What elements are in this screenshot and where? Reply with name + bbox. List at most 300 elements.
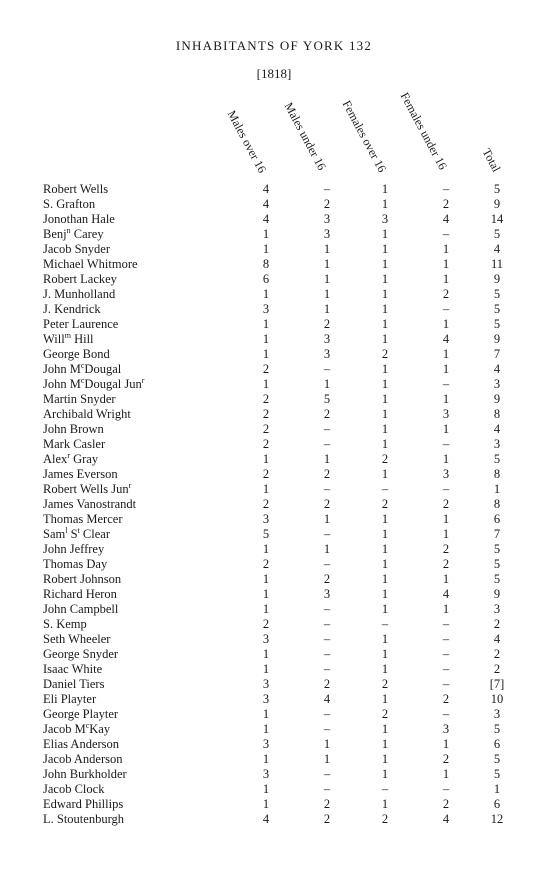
cell-males-over-16: 2 — [262, 422, 270, 436]
table-row — [0, 722, 548, 737]
cell-females-under-16: – — [442, 677, 450, 691]
cell-males-over-16: 2 — [262, 497, 270, 511]
cell-total: 8 — [493, 467, 501, 481]
cell-females-under-16: 4 — [442, 332, 450, 346]
cell-males-over-16: 4 — [262, 197, 270, 211]
cell-females-under-16: 2 — [442, 497, 450, 511]
page-header: INHABITANTS OF YORK 132 — [175, 38, 373, 53]
cell-females-under-16: 1 — [442, 392, 450, 406]
cell-males-over-16: 1 — [262, 662, 270, 676]
cell-males-under-16: 1 — [323, 452, 331, 466]
column-header-total: Total — [479, 146, 504, 175]
cell-females-over-16: 1 — [381, 332, 389, 346]
cell-females-under-16: 1 — [442, 737, 450, 751]
table-row — [0, 797, 548, 812]
inhabitant-name: Mark Casler — [43, 437, 106, 451]
table-row — [0, 632, 548, 647]
cell-males-under-16: 1 — [323, 257, 331, 271]
cell-males-over-16: 1 — [262, 587, 270, 601]
cell-total: 9 — [493, 197, 501, 211]
table-row — [0, 482, 548, 497]
inhabitant-name: John $M^cDougal$ Jun$^r$ — [43, 375, 145, 391]
inhabitant-name: Richard Heron — [43, 587, 117, 601]
cell-males-under-16: 2 — [323, 197, 331, 211]
table-row — [0, 227, 548, 242]
table-row — [0, 662, 548, 677]
cell-males-over-16: 2 — [262, 407, 270, 421]
cell-males-over-16: 1 — [262, 602, 270, 616]
inhabitant-name: Daniel Tiers — [43, 677, 105, 691]
cell-females-under-16: 1 — [442, 767, 450, 781]
inhabitant-name: Robert Wells Jun$^r$ — [43, 480, 132, 496]
cell-females-over-16: 1 — [381, 317, 389, 331]
cell-females-under-16: 2 — [442, 542, 450, 556]
table-row — [0, 707, 548, 722]
table-row — [0, 602, 548, 617]
cell-males-over-16: 1 — [262, 227, 270, 241]
cell-total: 10 — [490, 692, 504, 706]
cell-females-over-16: 2 — [381, 707, 389, 721]
table-row — [0, 572, 548, 587]
cell-females-under-16: 2 — [442, 287, 450, 301]
cell-total: 5 — [493, 557, 501, 571]
cell-males-under-16: – — [323, 767, 331, 781]
inhabitant-name: John Campbell — [43, 602, 119, 616]
inhabitant-name: Thomas Mercer — [43, 512, 123, 526]
cell-males-over-16: 2 — [262, 392, 270, 406]
table-row — [0, 347, 548, 362]
cell-females-under-16: – — [442, 647, 450, 661]
inhabitant-name: Alex$^r$ Gray — [43, 450, 99, 466]
cell-males-over-16: 1 — [262, 722, 270, 736]
cell-total: 5 — [493, 317, 501, 331]
cell-females-under-16: – — [442, 782, 450, 796]
cell-total: 5 — [493, 542, 501, 556]
cell-males-over-16: 1 — [262, 242, 270, 256]
cell-females-over-16: 1 — [381, 542, 389, 556]
cell-total: 3 — [493, 377, 501, 391]
cell-females-under-16: 1 — [442, 527, 450, 541]
cell-males-over-16: 1 — [262, 752, 270, 766]
column-header-females-over-16: Females over 16 — [339, 98, 390, 175]
cell-males-under-16: – — [323, 422, 331, 436]
cell-females-over-16: 1 — [381, 662, 389, 676]
cell-total: [7] — [489, 677, 505, 691]
cell-males-over-16: 3 — [262, 692, 270, 706]
cell-males-under-16: 1 — [323, 512, 331, 526]
cell-males-over-16: 2 — [262, 557, 270, 571]
table-row — [0, 332, 548, 347]
cell-males-over-16: 2 — [262, 467, 270, 481]
cell-females-under-16: 2 — [442, 692, 450, 706]
cell-females-over-16: 1 — [381, 752, 389, 766]
cell-males-under-16: 1 — [323, 272, 331, 286]
cell-males-over-16: 1 — [262, 347, 270, 361]
cell-total: 1 — [493, 782, 501, 796]
cell-females-over-16: 1 — [381, 722, 389, 736]
column-header-males-under-16: Males under 16 — [281, 100, 330, 173]
cell-males-over-16: 3 — [262, 767, 270, 781]
table-row — [0, 782, 548, 797]
inhabitant-name: Jonothan Hale — [43, 212, 115, 226]
year-label: [1818] — [256, 66, 292, 81]
inhabitant-name: Jacob Anderson — [43, 752, 123, 766]
table-row — [0, 737, 548, 752]
cell-females-under-16: 3 — [442, 467, 450, 481]
cell-males-under-16: – — [323, 782, 331, 796]
cell-females-under-16: 1 — [442, 317, 450, 331]
cell-total: 5 — [493, 452, 501, 466]
inhabitant-name: S. Kemp — [43, 617, 87, 631]
inhabitant-name: James Everson — [43, 467, 118, 481]
inhabitant-name: Robert Wells — [43, 182, 109, 196]
cell-males-under-16: 4 — [323, 692, 331, 706]
cell-total: 3 — [493, 602, 501, 616]
cell-females-over-16: 2 — [381, 677, 389, 691]
cell-males-over-16: 1 — [262, 377, 270, 391]
cell-total: 5 — [493, 287, 501, 301]
table-row — [0, 617, 548, 632]
cell-males-over-16: 1 — [262, 707, 270, 721]
cell-total: 8 — [493, 497, 501, 511]
cell-females-under-16: 4 — [442, 587, 450, 601]
inhabitant-name: George Snyder — [43, 647, 119, 661]
cell-males-under-16: – — [323, 527, 331, 541]
inhabitant-name: Elias Anderson — [43, 737, 120, 751]
cell-males-over-16: 1 — [262, 287, 270, 301]
table-row — [0, 182, 548, 197]
cell-females-under-16: 3 — [442, 407, 450, 421]
cell-females-under-16: – — [442, 632, 450, 646]
inhabitant-name: George Playter — [43, 707, 119, 721]
inhabitant-name: Jacob Snyder — [43, 242, 110, 256]
cell-males-under-16: – — [323, 437, 331, 451]
inhabitant-name: John Burkholder — [43, 767, 127, 781]
cell-females-over-16: 1 — [381, 572, 389, 586]
cell-total: 5 — [493, 767, 501, 781]
cell-total: 9 — [493, 332, 501, 346]
cell-females-over-16: 1 — [381, 392, 389, 406]
cell-females-under-16: 3 — [442, 722, 450, 736]
cell-males-under-16: 2 — [323, 407, 331, 421]
inhabitant-name: Archibald Wright — [43, 407, 131, 421]
cell-females-over-16: 3 — [381, 212, 389, 226]
cell-females-under-16: 2 — [442, 797, 450, 811]
cell-males-over-16: 1 — [262, 782, 270, 796]
cell-males-over-16: 4 — [262, 812, 270, 826]
cell-females-over-16: – — [381, 617, 389, 631]
cell-females-over-16: 1 — [381, 587, 389, 601]
cell-total: 2 — [493, 662, 501, 676]
cell-males-under-16: – — [323, 557, 331, 571]
cell-males-over-16: 3 — [262, 737, 270, 751]
cell-females-under-16: 2 — [442, 197, 450, 211]
cell-females-over-16: 1 — [381, 242, 389, 256]
cell-total: 9 — [493, 392, 501, 406]
cell-females-under-16: 1 — [442, 602, 450, 616]
inhabitant-name: John $M^cDougal$ — [43, 360, 122, 376]
cell-males-under-16: – — [323, 647, 331, 661]
column-header-females-under-16: Females under 16 — [397, 90, 451, 172]
table-row — [0, 242, 548, 257]
cell-females-over-16: 1 — [381, 272, 389, 286]
table-row — [0, 392, 548, 407]
inhabitant-name: J. Kendrick — [43, 302, 101, 316]
table-row — [0, 362, 548, 377]
cell-females-over-16: 1 — [381, 287, 389, 301]
inhabitant-name: Peter Laurence — [43, 317, 119, 331]
inhabitant-name: Jacob $M^cKay$ — [43, 720, 111, 736]
cell-females-over-16: – — [381, 782, 389, 796]
table-row — [0, 437, 548, 452]
inhabitant-name: Thomas Day — [43, 557, 108, 571]
cell-males-under-16: – — [323, 617, 331, 631]
cell-females-under-16: 1 — [442, 572, 450, 586]
cell-females-over-16: 1 — [381, 407, 389, 421]
cell-males-under-16: 2 — [323, 317, 331, 331]
cell-males-under-16: – — [323, 182, 331, 196]
cell-total: 11 — [490, 257, 504, 271]
inhabitant-name: Isaac White — [43, 662, 103, 676]
cell-females-under-16: 4 — [442, 812, 450, 826]
cell-females-under-16: 1 — [442, 242, 450, 256]
inhabitant-name: John Brown — [43, 422, 104, 436]
cell-males-over-16: 1 — [262, 482, 270, 496]
table-row — [0, 422, 548, 437]
inhabitant-name: L. Stoutenburgh — [43, 812, 125, 826]
cell-total: 5 — [493, 182, 501, 196]
inhabitant-name: S. Grafton — [43, 197, 96, 211]
cell-females-under-16: 1 — [442, 347, 450, 361]
column-header-males-over-16: Males over 16 — [224, 108, 270, 176]
cell-males-under-16: – — [323, 602, 331, 616]
inhabitant-name: Robert Johnson — [43, 572, 122, 586]
table-row — [0, 302, 548, 317]
cell-males-under-16: – — [323, 722, 331, 736]
inhabitant-name: Will$^m$ Hill — [43, 330, 94, 346]
cell-total: 2 — [493, 617, 501, 631]
inhabitant-name: Jacob Clock — [43, 782, 105, 796]
cell-females-under-16: 2 — [442, 752, 450, 766]
inhabitant-name: J. Munholland — [43, 287, 116, 301]
table-row — [0, 452, 548, 467]
cell-females-over-16: 1 — [381, 377, 389, 391]
cell-total: 5 — [493, 227, 501, 241]
inhabitant-name: Seth Wheeler — [43, 632, 111, 646]
inhabitant-name: Edward Phillips — [43, 797, 124, 811]
cell-females-over-16: 1 — [381, 182, 389, 196]
cell-females-under-16: 2 — [442, 557, 450, 571]
cell-total: 7 — [493, 347, 501, 361]
inhabitant-name: Eli Playter — [43, 692, 97, 706]
cell-females-over-16: 1 — [381, 632, 389, 646]
cell-males-over-16: 1 — [262, 452, 270, 466]
cell-males-over-16: 1 — [262, 332, 270, 346]
cell-total: 3 — [493, 707, 501, 721]
table-row — [0, 272, 548, 287]
cell-total: 8 — [493, 407, 501, 421]
cell-total: 12 — [490, 812, 504, 826]
table-row — [0, 512, 548, 527]
inhabitant-name: Benj$^n$ Carey — [43, 225, 104, 241]
cell-males-under-16: 1 — [323, 752, 331, 766]
cell-males-under-16: 2 — [323, 572, 331, 586]
cell-females-under-16: 1 — [442, 272, 450, 286]
cell-total: 5 — [493, 572, 501, 586]
cell-females-under-16: – — [442, 707, 450, 721]
cell-females-under-16: 1 — [442, 362, 450, 376]
cell-females-over-16: 1 — [381, 767, 389, 781]
table-row — [0, 587, 548, 602]
inhabitant-name: Michael Whitmore — [43, 257, 138, 271]
cell-males-under-16: 1 — [323, 302, 331, 316]
cell-males-over-16: 1 — [262, 647, 270, 661]
cell-males-over-16: 2 — [262, 437, 270, 451]
cell-total: 4 — [493, 422, 501, 436]
cell-males-under-16: – — [323, 632, 331, 646]
cell-total: 9 — [493, 587, 501, 601]
cell-females-under-16: – — [442, 182, 450, 196]
table-row — [0, 497, 548, 512]
inhabitant-name: James Vanostrandt — [43, 497, 137, 511]
table-row — [0, 257, 548, 272]
table-row — [0, 197, 548, 212]
cell-females-over-16: 1 — [381, 227, 389, 241]
inhabitant-name: George Bond — [43, 347, 110, 361]
cell-males-under-16: 3 — [323, 587, 331, 601]
cell-females-over-16: 1 — [381, 527, 389, 541]
table-row — [0, 752, 548, 767]
cell-males-under-16: 1 — [323, 542, 331, 556]
cell-females-over-16: 1 — [381, 602, 389, 616]
cell-males-under-16: 2 — [323, 797, 331, 811]
cell-females-over-16: 2 — [381, 497, 389, 511]
table-row — [0, 677, 548, 692]
cell-females-under-16: – — [442, 377, 450, 391]
cell-females-under-16: 1 — [442, 452, 450, 466]
cell-males-over-16: 3 — [262, 302, 270, 316]
table-row — [0, 767, 548, 782]
cell-males-over-16: 3 — [262, 677, 270, 691]
cell-females-over-16: 1 — [381, 557, 389, 571]
cell-males-over-16: 6 — [262, 272, 270, 286]
cell-females-under-16: – — [442, 617, 450, 631]
cell-total: 7 — [493, 527, 501, 541]
cell-females-over-16: 1 — [381, 512, 389, 526]
cell-males-under-16: 2 — [323, 677, 331, 691]
cell-males-under-16: 1 — [323, 242, 331, 256]
inhabitant-name: Robert Lackey — [43, 272, 117, 286]
cell-females-over-16: 1 — [381, 437, 389, 451]
inhabitant-name: Martin Snyder — [43, 392, 116, 406]
cell-females-under-16: 1 — [442, 422, 450, 436]
cell-females-under-16: 4 — [442, 212, 450, 226]
cell-total: 1 — [493, 482, 501, 496]
table-row — [0, 527, 548, 542]
census-table — [0, 182, 548, 827]
cell-males-over-16: 2 — [262, 362, 270, 376]
cell-males-over-16: 3 — [262, 512, 270, 526]
cell-males-over-16: 5 — [262, 527, 270, 541]
cell-total: 2 — [493, 647, 501, 661]
cell-males-under-16: 2 — [323, 497, 331, 511]
cell-total: 5 — [493, 302, 501, 316]
cell-males-under-16: 2 — [323, 467, 331, 481]
cell-females-over-16: 1 — [381, 692, 389, 706]
cell-males-under-16: – — [323, 662, 331, 676]
table-row — [0, 317, 548, 332]
cell-females-under-16: – — [442, 482, 450, 496]
cell-total: 5 — [493, 722, 501, 736]
cell-total: 5 — [493, 752, 501, 766]
table-row — [0, 467, 548, 482]
cell-males-over-16: 2 — [262, 617, 270, 631]
cell-females-over-16: 1 — [381, 647, 389, 661]
cell-males-over-16: 1 — [262, 797, 270, 811]
table-row — [0, 647, 548, 662]
cell-females-under-16: 1 — [442, 512, 450, 526]
cell-males-over-16: 1 — [262, 542, 270, 556]
cell-total: 4 — [493, 632, 501, 646]
cell-males-over-16: 8 — [262, 257, 270, 271]
cell-males-under-16: 1 — [323, 737, 331, 751]
cell-males-over-16: 4 — [262, 182, 270, 196]
cell-total: 4 — [493, 242, 501, 256]
table-row — [0, 377, 548, 392]
cell-females-over-16: 1 — [381, 197, 389, 211]
cell-males-under-16: 3 — [323, 212, 331, 226]
table-row — [0, 287, 548, 302]
cell-females-under-16: – — [442, 302, 450, 316]
cell-males-over-16: 1 — [262, 572, 270, 586]
cell-females-under-16: – — [442, 437, 450, 451]
cell-females-over-16: 1 — [381, 422, 389, 436]
cell-males-over-16: 1 — [262, 317, 270, 331]
cell-males-under-16: 3 — [323, 332, 331, 346]
table-row — [0, 542, 548, 557]
inhabitant-name: Sam$^l$ $S^t$ Clear — [43, 525, 110, 541]
cell-total: 6 — [493, 737, 501, 751]
cell-females-over-16: 2 — [381, 347, 389, 361]
cell-total: 6 — [493, 797, 501, 811]
cell-females-over-16: 1 — [381, 257, 389, 271]
cell-males-under-16: – — [323, 707, 331, 721]
cell-total: 3 — [493, 437, 501, 451]
cell-males-under-16: 1 — [323, 287, 331, 301]
cell-females-under-16: – — [442, 662, 450, 676]
cell-females-over-16: – — [381, 482, 389, 496]
cell-females-over-16: 1 — [381, 362, 389, 376]
cell-males-under-16: 1 — [323, 377, 331, 391]
cell-males-under-16: 2 — [323, 812, 331, 826]
cell-females-over-16: 1 — [381, 467, 389, 481]
table-row — [0, 812, 548, 827]
cell-males-over-16: 3 — [262, 632, 270, 646]
table-row — [0, 692, 548, 707]
inhabitant-name: John Jeffrey — [43, 542, 105, 556]
cell-males-under-16: – — [323, 362, 331, 376]
cell-males-under-16: 3 — [323, 227, 331, 241]
cell-females-over-16: 2 — [381, 812, 389, 826]
cell-total: 14 — [490, 212, 504, 226]
cell-females-under-16: 1 — [442, 257, 450, 271]
cell-total: 6 — [493, 512, 501, 526]
table-row — [0, 407, 548, 422]
cell-total: 4 — [493, 362, 501, 376]
table-row — [0, 212, 548, 227]
cell-females-over-16: 2 — [381, 452, 389, 466]
cell-females-over-16: 1 — [381, 797, 389, 811]
